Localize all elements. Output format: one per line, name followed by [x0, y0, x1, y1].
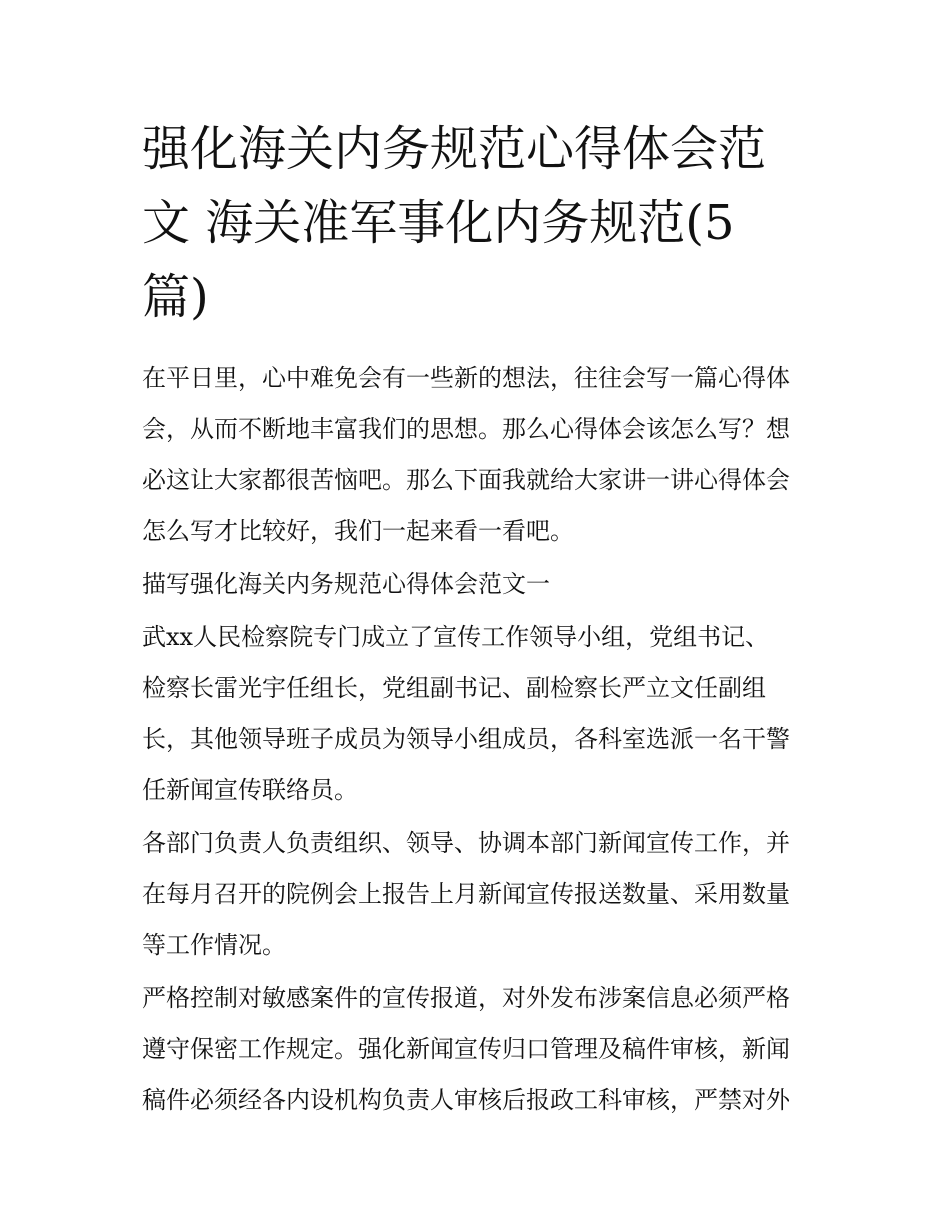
body-paragraph [142, 612, 822, 816]
paragraph-line: 检察长雷光宇任组长，党组副书记、副检察长严立文任副组 [142, 674, 766, 702]
paragraph-line: 稿件必须经各内设机构负责人审核后报政工科审核，严禁对外 [142, 1086, 790, 1114]
document-page [142, 112, 822, 1128]
body-paragraph [142, 973, 822, 1126]
paragraph-line: 武xx人民检察院专门成立了宣传工作领导小组，党组书记、 [142, 623, 770, 651]
paragraph-line: 各部门负责人负责组织、领导、协调本部门新闻宣传工作，并 [142, 829, 790, 857]
paragraph-line: 长，其他领导班子成员为领导小组成员，各科室选派一名干警 [142, 725, 790, 753]
paragraph-line: 会，从而不断地丰富我们的思想。那么心得体会该怎么写？想 [142, 415, 790, 443]
title-line-1: 强化海关内务规范心得体会范 [142, 121, 767, 177]
title-line-3: 篇) [142, 269, 209, 325]
intro-paragraph [142, 353, 822, 557]
paragraph-line: 描写强化海关内务规范心得体会范文一 [142, 570, 550, 598]
paragraph-line: 在平日里，心中难免会有一些新的想法，往往会写一篇心得体 [142, 364, 790, 392]
paragraph-line: 等工作情况。 [142, 931, 286, 959]
title-line-2: 文 海关准军事化内务规范(5 [142, 195, 735, 251]
paragraph-line: 任新闻宣传联络员。 [142, 776, 358, 804]
paragraph-line: 必这让大家都很苦恼吧。那么下面我就给大家讲一讲心得体会 [142, 466, 790, 494]
paragraph-line: 严格控制对敏感案件的宣传报道，对外发布涉案信息必须严格 [142, 984, 790, 1012]
paragraph-line: 怎么写才比较好，我们一起来看一看吧。 [142, 517, 574, 545]
document-title [142, 112, 822, 334]
section-heading [142, 559, 822, 610]
paragraph-line: 遵守保密工作规定。强化新闻宣传归口管理及稿件审核，新闻 [142, 1035, 790, 1063]
document-body [142, 353, 822, 1126]
paragraph-line: 在每月召开的院例会上报告上月新闻宣传报送数量、采用数量 [142, 880, 790, 908]
body-paragraph [142, 818, 822, 971]
